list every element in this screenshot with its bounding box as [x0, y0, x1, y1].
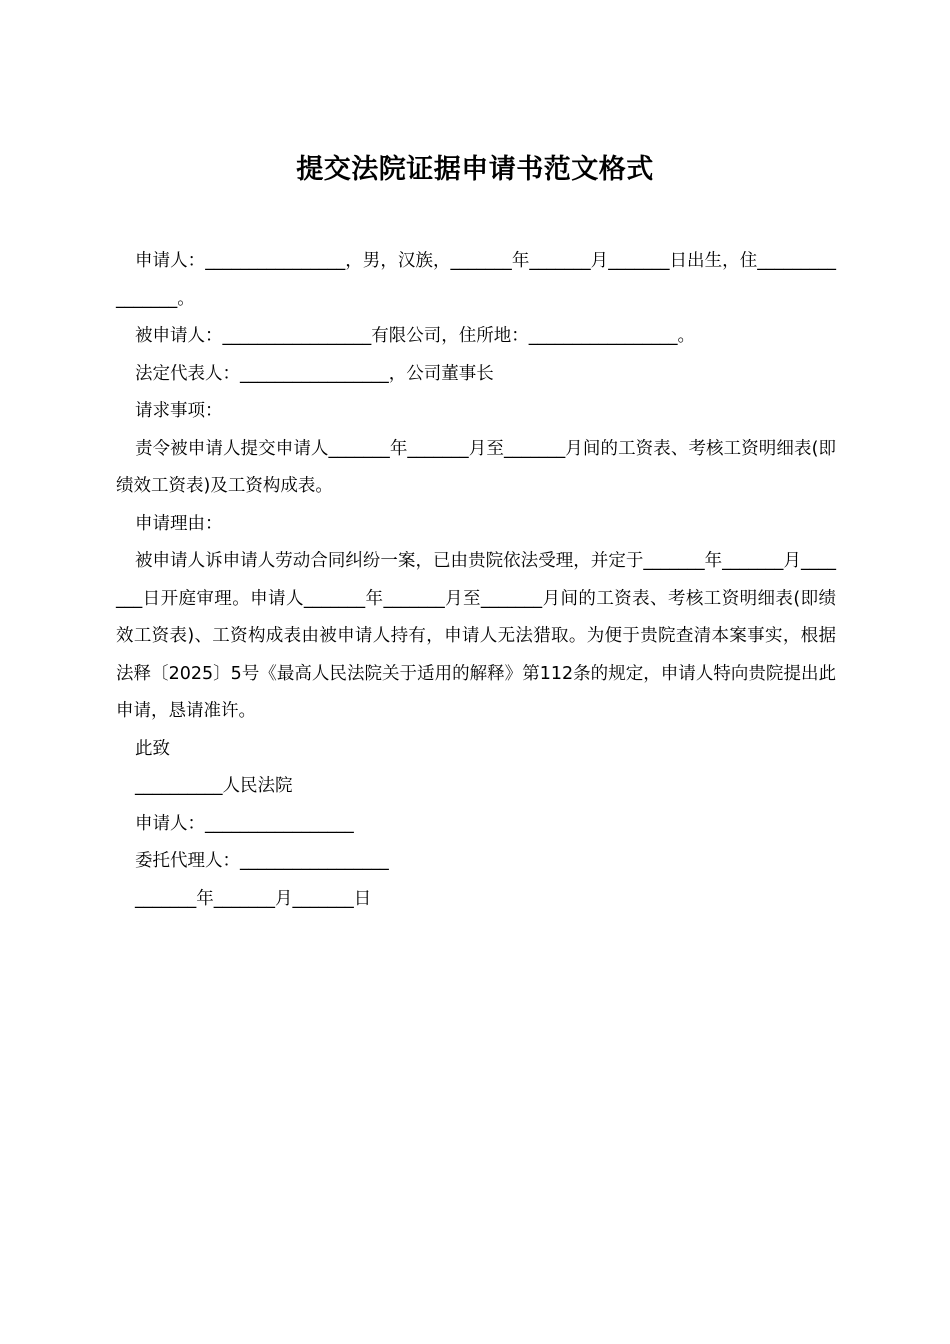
- document-title: 提交法院证据申请书范文格式: [296, 154, 654, 186]
- reason-heading: 申请理由：: [135, 513, 223, 534]
- legal-representative-paragraph: 法定代表人：_________________，公司董事长: [135, 363, 494, 384]
- document-body: [116, 243, 836, 918]
- reason-paragraph: 被申请人诉申请人劳动合同纠纷一案，已由贵院依法受理，并定于_______年_______月_______日开庭审理。申请人_______年_______月至_______月间的工资表、考核工资明细表(即绩效工资表)、工资构成表由被申请人持有，申请人无法猎取。为便于贵院查清本案事实，根据法释〔2025〕5号《最高人民法院关于适用的解释》第112条的规定，申请人特向贵院提出此申请，恳请准许。: [116, 551, 836, 721]
- applicant-paragraph: 申请人：________________，男，汉族，_______年_______月_______日出生，住________________。: [116, 251, 836, 309]
- request-paragraph: 责令被申请人提交申请人_______年_______月至_______月间的工资表、考核工资明细表(即绩效工资表)及工资构成表。: [116, 438, 836, 496]
- salutation: 此致: [135, 738, 170, 759]
- respondent-paragraph: 被申请人：_________________有限公司，住所地：_________________。: [135, 326, 695, 346]
- request-heading: 请求事项：: [135, 401, 223, 421]
- signature-agent: 委托代理人：_________________: [135, 851, 389, 871]
- court-addressee: __________人民法院: [135, 776, 293, 796]
- signature-date: _______年_______月_______日: [135, 888, 372, 909]
- signature-applicant: 申请人：_________________: [135, 813, 354, 834]
